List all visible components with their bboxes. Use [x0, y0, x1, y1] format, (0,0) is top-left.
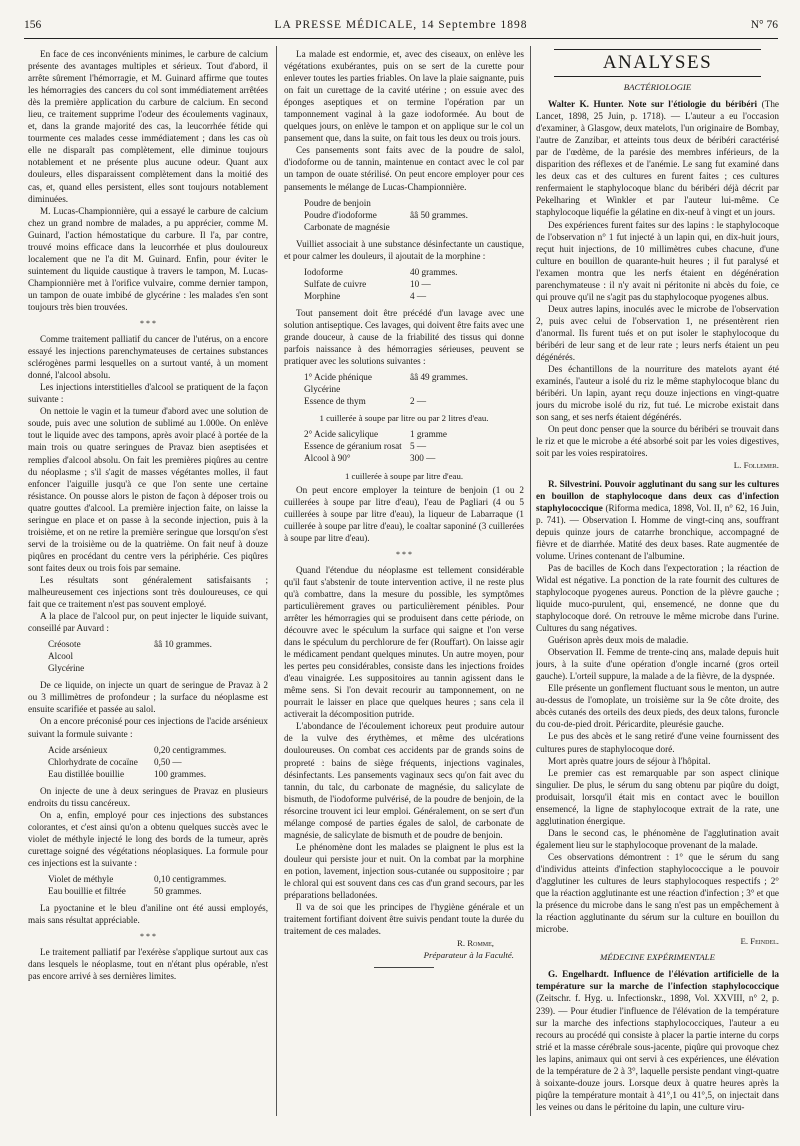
article-title: Pouvoir agglutinant du sang sur les cultures en bouillon de staphylocoque dans deux cas d'infection staphylococcique: [536, 478, 779, 513]
formula-note: 1 cuillerée à soupe par litre ou par 2 litres d'eau.: [319, 413, 489, 424]
formula-quantity: ââ 49 grammes.: [410, 372, 468, 383]
end-rule: [374, 967, 434, 968]
paragraph: Deux autres lapins, inoculés avec le microbe de l'observation 2, puis avec celui de l'observation 1, ne présentèrent rien d'anormal. Ils furent tués et on put isoler le staphylocoque du béribéri de leur sang et de leur rate ; leurs nerfs étaient un peu dégénérés.: [536, 303, 779, 363]
column-middle: [284, 48, 524, 1128]
paragraph: On a encore préconisé pour ces injections de l'acide arsénieux suivant la formule suivante :: [28, 716, 268, 739]
formula-ingredient: Carbonate de magnésie: [304, 221, 390, 232]
formula-quantity: 40 grammes.: [410, 266, 458, 277]
paragraph: Guérison après deux mois de maladie.: [548, 635, 689, 646]
article-author: G. Engelhardt.: [548, 969, 609, 980]
section-separator: * * *: [140, 932, 156, 942]
header-rule: [24, 38, 778, 39]
paragraph: La malade est endormie, et, avec des ciseaux, on enlève les végétations exubérantes, puis on se sert de la curette pour enlever toutes les parties friables. On lave la plaie saignante, puis on fait un curettage de la cavité utérine ; on essuie avec des éponges aseptiques et on termine l'opération par un tamponnement vaginal à la gaze iodoformée. Au bout de quelques jours, on enlève le tampon et on applique sur le col un pansement que, dans la suite, on fait tous les deux ou trois jours.: [284, 49, 524, 144]
author-signature: R. Romme,: [456, 938, 494, 949]
paragraph: L'abondance de l'écoulement ichoreux peut produire autour de la vulve des érythèmes, et même des ulcérations douloureuses. On combat ces accidents par de grands soins de propreté : bains de siège fréquents, injections vaginales, désinfectants. Les pansements vaginaux secs qu'on fait avec du tannin, du talc, du carbonate de magnésie, du salicylate de bismuth, de l'iodoforme pulvérisé, de la poudre de benjoin, de la résorcine trouvent ici leur emploi. Généralement, on se sert d'un mélange composé de parties égales de salol, de carbonate de magnésie, de salicylate de bismuth et de poudre de benjoin.: [284, 721, 524, 840]
article-title: Influence de l'élévation artificielle de la température sur la marche de l'infection staphylococcique: [536, 969, 779, 992]
section-separator: * * *: [396, 549, 412, 559]
formula-quantity: 50 grammes.: [154, 886, 202, 897]
paragraph: Les résultats sont généralement satisfaisants ; malheureusement ces injections sont très douloureuses, ce qui fait que ce traitement n'est pas souvent employé.: [28, 574, 268, 610]
article-abstract: [536, 98, 779, 218]
paragraph: Tout pansement doit être précédé d'un lavage avec une solution antiseptique. Ces lavages, qui doivent être faits avec une grande douceur, à cause de la friabilité des tissus qui donne parfois naissance à des hémorragies sérieuses, peuvent se pratiquer avec les solutions suivantes :: [284, 307, 524, 367]
article-body: — L'auteur a eu l'occasion d'examiner, à Glasgow, deux matelots, l'un originaire de Bombay, l'autre de Zanzibar, et atteints tous deux de béribéri caractérisé par de l'œdème, de la parésie des membres inférieurs, de la disparition des réflexes et de l'anémie. Le sang fut examiné dans les deux cas et des cultures en furent faites ; ces cultures renfermaient le staphylocoque blanc du béribéri déjà décrit par Pekelharing et Winkler et par l'auteur lui-même. Ce staphylocoque liquéfie la gélatine en dix-neuf à vingt et un jours.: [536, 111, 779, 218]
reviewer-signature: E. Feindel.: [740, 936, 779, 947]
column-right: [536, 48, 779, 1128]
page-header: [24, 16, 778, 38]
paragraph: Dans le second cas, le phénomène de l'agglutination avait également lieu sur le staphylocoque provenant de la malade.: [536, 827, 779, 850]
article-author: Walter K. Hunter.: [548, 99, 624, 110]
formula-quantity: 300 —: [410, 453, 436, 464]
article-abstract: [536, 478, 779, 562]
paragraph: En face de ces inconvénients minimes, le carbure de calcium présente des avantages multiples et sérieux. Tout d'abord, il arrête sûrement l'hémorragie, et M. Guinard affirme que toutes les hémorragies des cancers du col sont immédiatement arrêtées dès la première application du carbure de calcium. En second lieu, ce traitement supprime l'odeur des écoulements vaginaux, et, dans la grande majorité des cas, la leucorrhée fétide qui tourmente ces malades cesse immédiatement ; dans les cas où elle ne disparaît pas complètement, elle diminue toujours notablement et ne présente plus aucune odeur. Quant aux douleurs, elles disparaissent complètement dans la moitié des cas, et, quand elles persistent, elles sont toujours notablement diminuées.: [28, 49, 268, 204]
paragraph: La pyoctanine et le bleu d'aniline ont été aussi employés, mais sans résultat appréciable.: [28, 903, 268, 926]
paragraph: On peut donc penser que la source du béribéri se trouvait dans le riz et que le microbe a été absorbé soit par les voies digestives, soit par les voies respiratoires.: [536, 424, 779, 459]
formula-ingredient: Eau distillée bouillie: [48, 768, 125, 779]
formula-ingredient: Alcool à 90°: [304, 453, 351, 464]
formula-quantity: ââ 50 grammes.: [410, 209, 468, 220]
formula-ingredient: Eau bouillie et filtrée: [48, 886, 126, 897]
paragraph: Mort après quatre jours de séjour à l'hôpital.: [548, 755, 711, 766]
paragraph: Ces observations démontrent : 1° que le sérum du sang d'individus atteints d'infection staphylococcique a le pouvoir d'agglutiner les cultures de leurs staphylocoques respectifs ; 2° que la réaction agglutinante est une réaction d'infection ; 3° et que la présence du microbe dans le sang n'est pas un empêchement à la réaction agglutinante du sérum sur la culture en bouillon du microbe.: [536, 851, 779, 935]
paragraph: De ce liquide, on injecte un quart de seringue de Pravaz à 2 ou 3 millimètres de profondeur ; la surface du néoplasme est ensuite scarifiée et passée au salol.: [28, 680, 268, 715]
article-abstract: [536, 968, 779, 1113]
journal-title: LA PRESSE MÉDICALE, 14 Septembre 1898: [274, 19, 528, 31]
formula-ingredient: Essence de thym: [304, 396, 366, 407]
paragraph: On injecte de une à deux seringues de Pravaz en plusieurs endroits du tissu cancéreux.: [28, 785, 268, 808]
section-separator: * * *: [140, 319, 156, 329]
formula-quantity: 10 —: [410, 278, 431, 289]
formula-phenic: [304, 371, 524, 407]
paragraph: Quand l'étendue du néoplasme est tellement considérable qu'il faut s'abstenir de toute intervention active, il ne reste plus qu'à combattre, dans la mesure du possible, les symptômes particulièrement graves ou particulièrement pénibles. Pour arrêter les hémorragies qui se produisent dans cette période, on découvre avec le spéculum la surface qui saigne et l'on verse dans le spéculum du perchlorure de fer (Rouffart). On laisse agir le médicament pendant quelques minutes. Un autre moyen, pour les pertes peu considérables, consiste dans les injections froides d'eau vinaigrée. Les suppositoires au tannin agissent dans le même sens. Si l'on devait recourir au tamponnement, on ne pourrait le laisser en place que quelques heures ; sans cela il activerait la décomposition putride.: [284, 564, 524, 720]
section-heading: ANALYSES: [554, 49, 761, 77]
page-number: 156: [24, 19, 42, 31]
formula-ingredient: Créosote: [48, 639, 81, 650]
paragraph: Les injections interstitielles d'alcool se pratiquent de la façon suivante :: [28, 382, 268, 405]
paragraph: Le premier cas est remarquable par son aspect clinique singulier. De plus, le sérum du sang obtenu par piqûre du doigt, produisait, lorsqu'il était mis en contact avec le bouillon ensemencé, la ligne de staphylocoque extrait de la rate, une agglutination énergique.: [536, 767, 779, 826]
formula-ingredient: Poudre de benjoin: [304, 197, 371, 208]
paragraph: Le traitement palliatif par l'exérèse s'applique surtout aux cas dans lesquels le néoplasme, tout en n'étant plus opérable, n'est pas encore arrivé à ses dernières limites.: [28, 947, 268, 982]
formula-ingredient: Alcool: [48, 651, 74, 662]
subsection-heading: MÉDECINE EXPÉRIMENTALE: [600, 952, 715, 963]
formula-violet: [48, 873, 268, 897]
formula-ingredient: Morphine: [304, 290, 341, 301]
formula-note: 1 cuillerée à soupe par litre d'eau.: [344, 470, 464, 481]
formula-lucas-championniere: [304, 197, 524, 233]
paragraph: Des échantillons de la nourriture des matelots ayant été examinés, l'auteur a isolé du riz le même staphylocoque blanc du béribéri. Un lapin, ayant reçu douze injections en vingt-quatre jours du microbe isolé du riz, fut tué. Le microbe existait dans son sang, et ses nerfs étaient dégénérés.: [536, 364, 779, 423]
formula-ingredient: Iodoforme: [304, 266, 343, 277]
formula-ingredient: 2° Acide salicylique: [304, 429, 379, 440]
paragraph: M. Lucas-Championnière, qui a essayé le carbure de calcium chez un grand nombre de malades, a pu apprécier, comme M. Guinard, l'action hémostatique du carbure. Il l'a, par contre, trouvé moins efficace dans la leucorrhée et plus douloureux localement que ne l'a dit M. Guinard. Enfin, pour éviter le suintement du liquide caustique à travers le tampon, M. Lucas-Championnière met à l'orifice vulvaire, comme dernier tampon, un tampon de ouate imbibé de glycérine : les malades s'en sont toujours très bien trouvées.: [28, 205, 268, 312]
formula-ingredient: Acide arsénieux: [48, 744, 108, 755]
paragraph: A la place de l'alcool pur, on peut injecter le liquide suivant, conseillé par Auvard :: [28, 611, 268, 634]
article-title: Note sur l'étiologie du béribéri: [628, 99, 758, 110]
formula-quantity: 2 —: [410, 396, 427, 407]
column-divider: [276, 46, 277, 1116]
formula-ingredient: Violet de méthyle: [48, 874, 114, 885]
formula-quantity: 0,10 centigrammes.: [154, 874, 227, 885]
formula-quantity: 5 —: [410, 441, 427, 452]
column-divider: [530, 46, 531, 1116]
paragraph: Comme traitement palliatif du cancer de l'utérus, on a encore essayé les injections parenchymateuses de certaines substances sclérogènes parmi lesquelles on a surtout vanté, à un moment donné, l'alcool absolu.: [28, 334, 268, 381]
column-left: [28, 48, 268, 1128]
formula-ingredient: Sulfate de cuivre: [304, 278, 367, 289]
formula-arsenic: [48, 744, 268, 780]
reviewer-signature: L. Follemer.: [733, 460, 779, 471]
formula-vuilliet: [304, 266, 524, 302]
article-reference: (Riforma medica, 1898, Vol. II, n° 62, 16 Juin, p. 741).: [536, 502, 779, 525]
article-author: R. Silvestrini.: [548, 478, 602, 489]
formula-quantity: 1 gramme: [410, 429, 447, 440]
paragraph: Observation II. Femme de trente-cinq ans, malade depuis huit jours, à la suite d'une opération d'ongle incarné (gros orteil gauche). L'orteil suppure, la malade a de la fièvre, de la dyspnée.: [536, 647, 779, 682]
formula-ingredient: 1° Acide phénique: [304, 372, 372, 383]
paragraph: Le phénomène dont les malades se plaignent le plus est la douleur qui persiste jour et nuit. On la combat par la morphine en potion, lavement, injection sous-cutanée ou suppositoire ; par le chloral qui est souvent dans ces cas d'un grand secours, par les préparations belladonées.: [284, 841, 524, 901]
paragraph: Vuilliet associait à une substance désinfectante un caustique, et pour calmer les douleurs, il ajoutait de la morphine :: [284, 238, 524, 261]
formula-quantity: 100 grammes.: [154, 768, 207, 779]
paragraph: On peut encore employer la teinture de benjoin (1 ou 2 cuillerées à soupe par litre d'eau), l'eau de Pagliari (4 ou 5 cuillerées à soupe par litre d'eau), la liqueur de Labarraque (1 cuillerée à soupe par litre d'eau), le coaltar saponiné (3 cuillerées à soupe par litre d'eau).: [284, 484, 524, 543]
paragraph: Elle présente un gonflement fluctuant sous le menton, un autre au-dessus de l'omoplate, un troisième sur la 9e côte droite, des abcès cutanés des orteils des deux pieds, des deux talons, furoncle du cou-de-pied droit. Péricardite, pleurésie gauche.: [536, 683, 779, 730]
formula-ingredient: Poudre d'iodoforme: [304, 209, 377, 220]
article-reference: (Zeitschr. f. Hyg. u. Infectionskr., 1898, Vol. XXVIII, n° 2, p. 239).: [536, 993, 779, 1016]
formula-ingredient: Glycérine: [48, 663, 85, 674]
paragraph: On a, enfin, employé pour ces injections des substances colorantes, et c'est ainsi qu'on a obtenu quelques succès avec le violet de méthyle injecté le long des bords de la tumeur, après curettage soigné des végétations néoplasiques. La formule pour ces injections est la suivante :: [28, 809, 268, 868]
paragraph: Le pus des abcès et le sang retiré d'une veine fournissent des cultures pures de staphylocoque doré.: [536, 731, 779, 754]
formula-quantity: 0,20 centigrammes.: [154, 744, 227, 755]
paragraph: Il va de soi que les principes de l'hygiène générale et un traitement fortifiant doivent être suivis pendant toute la durée du traitement de ces malades.: [284, 902, 524, 937]
article-reference: (The Lancet, 1898, 25 Juin, p. 1718).: [536, 99, 779, 122]
formula-quantity: 4 —: [410, 290, 427, 301]
formula-ingredient: Chlorhydrate de cocaïne: [48, 756, 138, 767]
paragraph: Ces pansements sont faits avec de la poudre de salol, d'iodoforme ou de tannin, maintenue en contact avec le col par un tampon de ouate stérilisé. On peut encore employer pour ces pansements le mélange de Lucas-Championnière.: [284, 145, 524, 192]
formula-ingredient: Essence de géranium rosat: [304, 441, 402, 452]
formula-quantity: 0,50 —: [154, 756, 182, 767]
formula-salicylic: [304, 428, 524, 464]
article-body: — Pour étudier l'influence de l'élévation de la température sur la marche des infections staphylococciques, l'auteur a eu recours au procédé qui consiste à placer la partie interne du corps strié et la masse cérébrale sous-jacente, piqûre qui provoque chez les lapins, animaux qui ont servi à ces expériences, une élévation de la température de 2 à 3°, laquelle persiste pendant vingt-quatre à soixante-douze jours. Lorsque deux à quatre heures après la piqûre la température montait à 41°,1 ou 41°,5, on injectait dans les veines ou dans le péritoine du lapin, une culture viru-: [536, 1005, 779, 1112]
formula-auvard: [48, 638, 268, 674]
issue-number: N° 76: [750, 19, 778, 31]
formula-quantity: ââ 10 grammes.: [154, 639, 212, 650]
article-body: — Observation I. Homme de vingt-cinq ans, souffrant depuis quinze jours de catarrhe bronchique, accompagné de fièvre et de diarrhée. Matité des deux bases. Rate augmentée de volume. Urines contenant de l'albumine.: [536, 514, 779, 561]
subsection-heading: BACTÉRIOLOGIE: [623, 82, 692, 92]
paragraph: Pas de bacilles de Koch dans l'expectoration ; la réaction de Widal est négative. La ponction de la rate fournit des cultures de staphylocoque pyogenes aureus. Ponction de la plèvre gauche ; liquide muco-purulent, qui, ensemencé, ne donne que du staphylocoque doré. On retrouve le même microbe dans l'urine. Cultures du sang négatives.: [536, 562, 779, 634]
author-affiliation: Préparateur à la Faculté.: [423, 950, 514, 961]
formula-ingredient: Glycérine: [304, 384, 341, 395]
paragraph: Des expériences furent faites sur des lapins : le staphylocoque de l'observation n° 1 fut injecté à un lapin qui, en dix-huit jours, reçut huit injections, de 10 millimètres cubes chacune, d'une culture en bouillon de quarante-huit heures ; il fut paralysé et l'examen montra que les nerfs étaient en dégénération parenchymateuse : il n'y avait ni péritonite ni abcès du foie, ce qui prouve qu'il ne s'agit pas du staphylocoque pyogenes albus.: [536, 219, 779, 302]
paragraph: On nettoie le vagin et la tumeur d'abord avec une solution de soude, puis avec une solution de sublimé au 1.000e. On enlève tout le liquide avec des tampons, après avoir placé à portée de la main trois ou quatre seringues de Pravaz bien aseptisées et remplies d'alcool absolu. On fait les premières piqûres au centre du néoplasme ; s'il s'agit de masses végétantes molles, il faut enfoncer l'aiguille jusqu'à ce que l'on sente une certaine résistance. On pousse alors le piston de façon à déposer trois ou quatre gouttes d'alcool. La première injection faite, on laisse la seringue en place et on passe à la seconde injection, puis à la troisième, et on ne retire la première seringue que lorsqu'on s'est servi de la troisième ou de la quatrième. On fait neuf à douze piqûres en procédant du centre vers la périphérie. Ces piqûres sont faites deux ou trois fois par semaine.: [28, 406, 268, 573]
